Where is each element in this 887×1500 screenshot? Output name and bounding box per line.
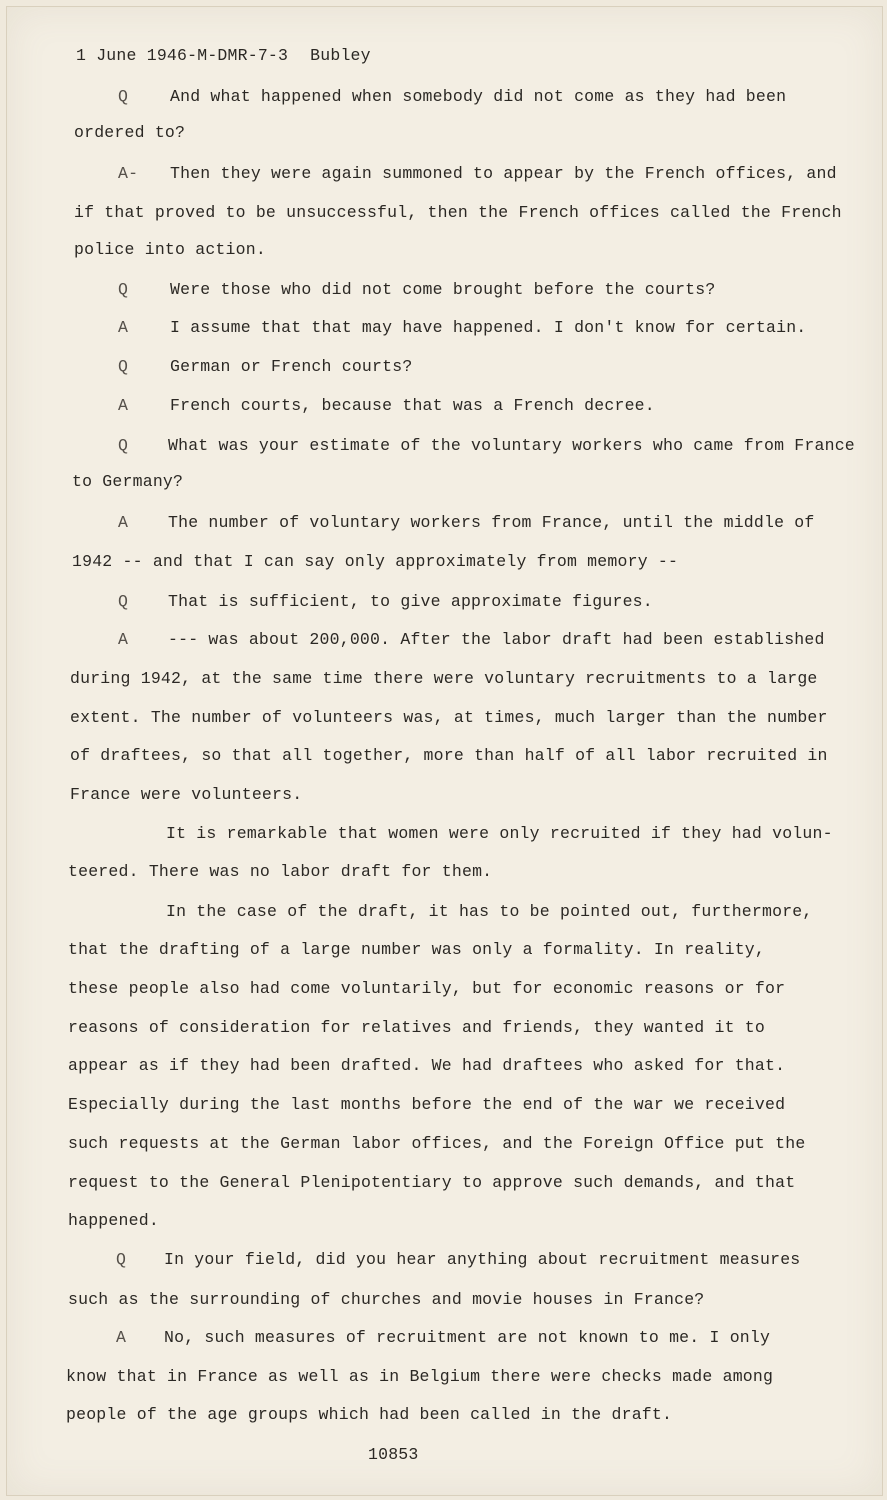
text-line: extent. The number of volunteers was, at times, much larger than the number bbox=[70, 708, 828, 727]
text-line: appear as if they had been drafted. We had draftees who asked for that. bbox=[68, 1056, 786, 1075]
text-line: Then they were again summoned to appear by the French offices, and bbox=[170, 164, 837, 183]
question-marker: Q bbox=[118, 357, 129, 376]
text-line: of draftees, so that all together, more than half of all labor recruited in bbox=[70, 746, 828, 765]
answer-marker: A bbox=[118, 396, 129, 415]
text-line: It is remarkable that women were only recruited if they had volun- bbox=[166, 824, 833, 843]
question-marker: Q bbox=[118, 436, 129, 455]
answer-marker: A bbox=[118, 513, 129, 532]
text-line: Were those who did not come brought before the courts? bbox=[170, 280, 716, 299]
question-marker: Q bbox=[118, 592, 129, 611]
text-line: teered. There was no labor draft for them. bbox=[68, 862, 493, 881]
text-line: reasons of consideration for relatives and friends, they wanted it to bbox=[68, 1018, 766, 1037]
text-line: these people also had come voluntarily, but for economic reasons or for bbox=[68, 979, 786, 998]
text-line: In the case of the draft, it has to be pointed out, furthermore, bbox=[166, 902, 813, 921]
text-line: --- was about 200,000. After the labor draft had been established bbox=[168, 630, 825, 649]
text-line: such as the surrounding of churches and movie houses in France? bbox=[68, 1290, 705, 1309]
text-line: during 1942, at the same time there were voluntary recruitments to a large bbox=[70, 669, 818, 688]
header-date-ref: 1 June 1946-M-DMR-7-3 bbox=[76, 46, 289, 65]
text-line: In your field, did you hear anything about recruitment measures bbox=[164, 1250, 801, 1269]
answer-marker: A bbox=[118, 318, 129, 337]
text-line: What was your estimate of the voluntary workers who came from France bbox=[168, 436, 855, 455]
text-line: The number of voluntary workers from France, until the middle of bbox=[168, 513, 815, 532]
text-line: No, such measures of recruitment are not known to me. I only bbox=[164, 1328, 771, 1347]
text-line: to Germany? bbox=[72, 472, 184, 491]
text-line: request to the General Plenipotentiary to approve such demands, and that bbox=[68, 1173, 796, 1192]
answer-marker: A- bbox=[118, 164, 139, 183]
question-marker: Q bbox=[118, 280, 129, 299]
text-line: if that proved to be unsuccessful, then the French offices called the French bbox=[74, 203, 842, 222]
answer-marker: A bbox=[116, 1328, 127, 1347]
text-line: That is sufficient, to give approximate figures. bbox=[168, 592, 653, 611]
text-line: happened. bbox=[68, 1211, 159, 1230]
text-line: French courts, because that was a French decree. bbox=[170, 396, 655, 415]
text-line: ordered to? bbox=[74, 123, 186, 142]
header bbox=[76, 46, 371, 66]
text-line: German or French courts? bbox=[170, 357, 413, 376]
header-speaker: Bubley bbox=[310, 46, 371, 65]
text-line: I assume that that may have happened. I don't know for certain. bbox=[170, 318, 807, 337]
text-line: police into action. bbox=[74, 240, 266, 259]
text-line: Especially during the last months before the end of the war we received bbox=[68, 1095, 786, 1114]
text-line: France were volunteers. bbox=[70, 785, 303, 804]
page-number: 10853 bbox=[368, 1445, 419, 1464]
question-marker: Q bbox=[116, 1250, 127, 1269]
text-line: And what happened when somebody did not come as they had been bbox=[170, 87, 787, 106]
text-line: such requests at the German labor offices, and the Foreign Office put the bbox=[68, 1134, 806, 1153]
question-marker: Q bbox=[118, 87, 129, 106]
answer-marker: A bbox=[118, 630, 129, 649]
text-line: that the drafting of a large number was only a formality. In reality, bbox=[68, 940, 766, 959]
text-line: know that in France as well as in Belgium there were checks made among bbox=[66, 1367, 774, 1386]
text-line: 1942 -- and that I can say only approximately from memory -- bbox=[72, 552, 679, 571]
text-line: people of the age groups which had been called in the draft. bbox=[66, 1405, 673, 1424]
